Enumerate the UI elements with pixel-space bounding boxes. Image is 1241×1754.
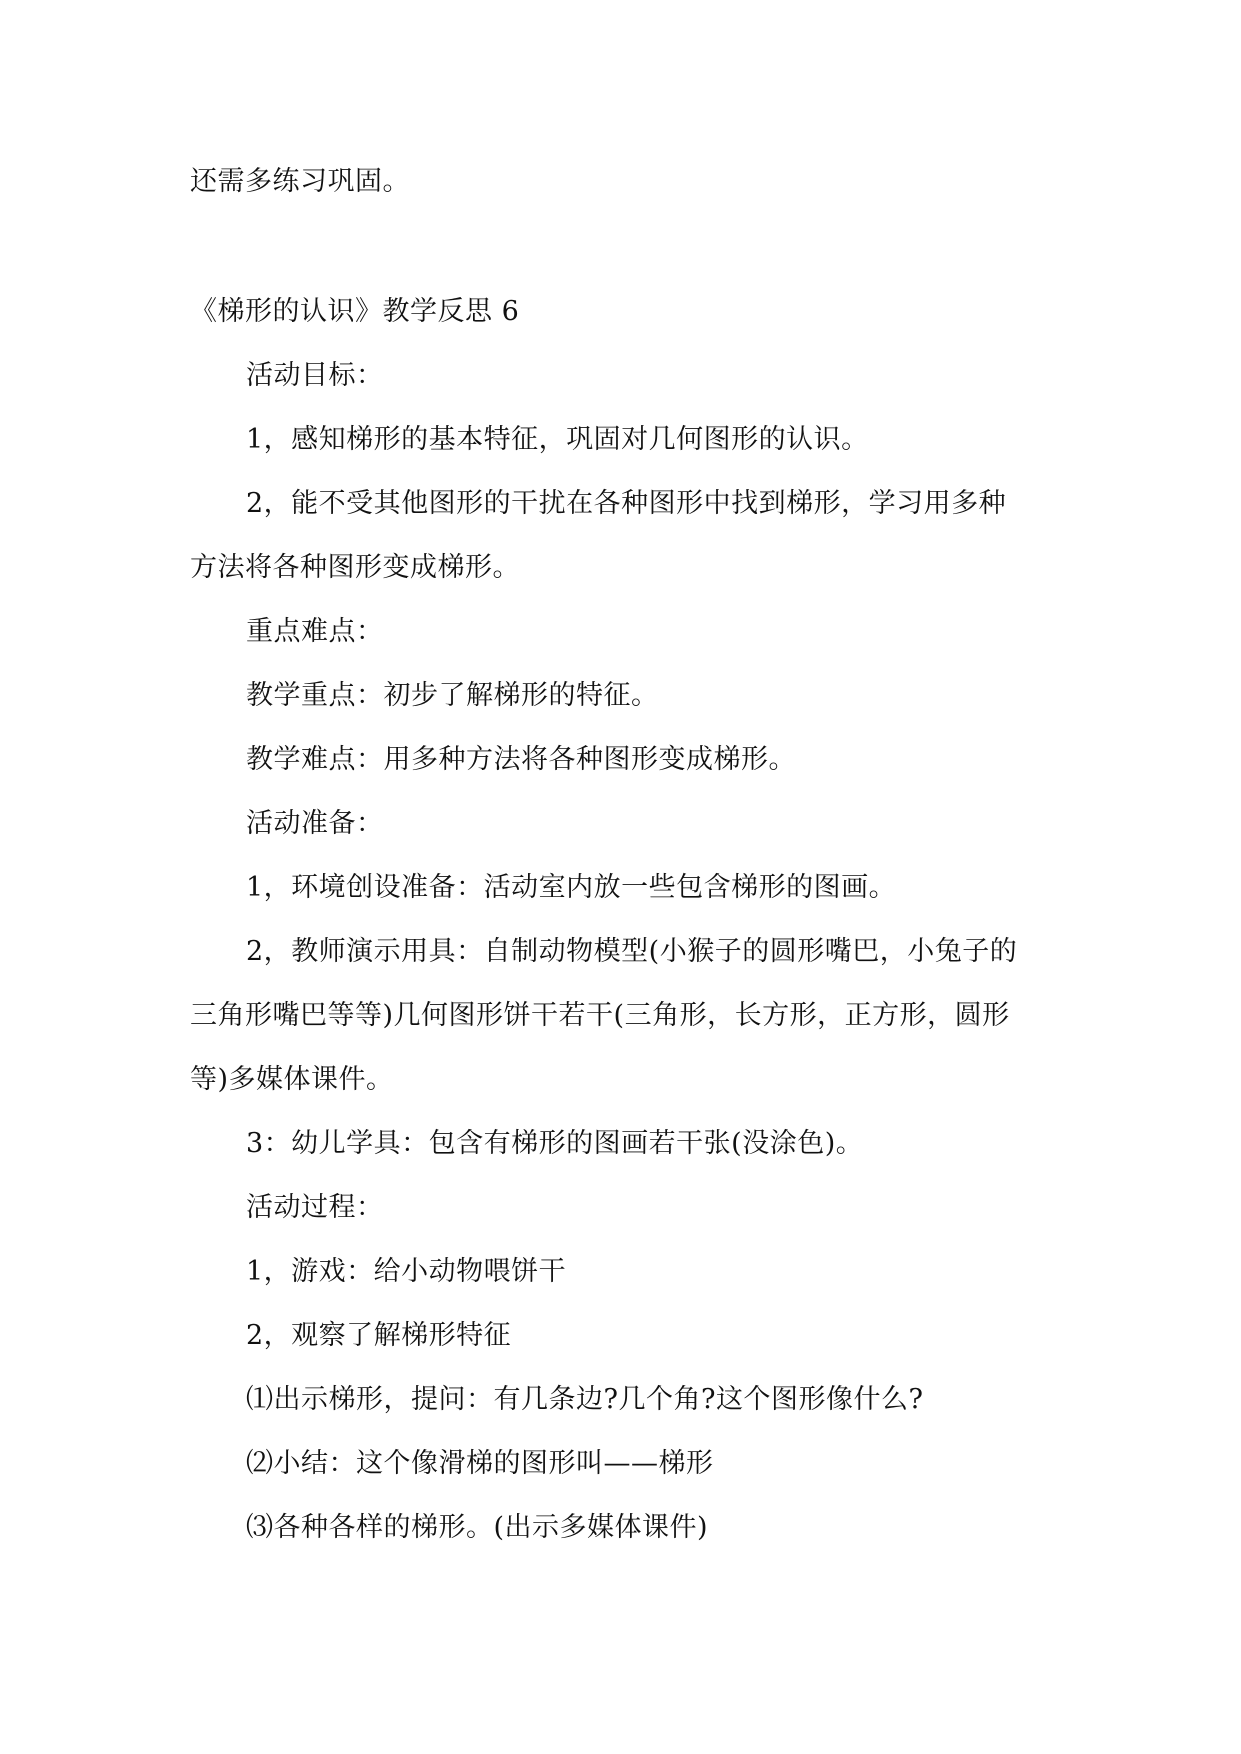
heading-preparation: 活动准备： (246, 808, 384, 839)
goal-item-1: 1，感知梯形的基本特征，巩固对几何图形的认识。 (246, 424, 869, 455)
paragraph-continuation: 还需多练习巩固。 (190, 166, 410, 197)
process-substep-2: ⑵小结：这个像滑梯的图形叫——梯形 (246, 1448, 714, 1479)
heading-activity-goals: 活动目标： (246, 360, 384, 391)
preparation-item-1: 1，环境创设准备：活动室内放一些包含梯形的图画。 (246, 872, 897, 903)
preparation-item-2: 2，教师演示用具：自制动物模型(小猴子的圆形嘴巴，小兔子的 (246, 936, 1018, 967)
process-substep-1: ⑴出示梯形，提问：有几条边?几个角?这个图形像什么? (246, 1384, 924, 1415)
process-step-2: 2，观察了解梯形特征 (246, 1320, 512, 1351)
goal-item-2: 2，能不受其他图形的干扰在各种图形中找到梯形，学习用多种 (246, 488, 1007, 519)
teaching-difficulty: 教学难点：用多种方法将各种图形变成梯形。 (246, 744, 796, 775)
process-step-1: 1，游戏：给小动物喂饼干 (246, 1256, 567, 1287)
preparation-item-2-continued: 三角形嘴巴等等)几何图形饼干若干(三角形，长方形，正方形，圆形 (190, 1000, 1010, 1031)
preparation-item-2-end: 等)多媒体课件。 (190, 1064, 394, 1095)
teaching-focus: 教学重点：初步了解梯形的特征。 (246, 680, 659, 711)
heading-key-points: 重点难点： (246, 616, 384, 647)
section-title: 《梯形的认识》教学反思 6 (190, 296, 520, 327)
process-substep-3: ⑶各种各样的梯形。(出示多媒体课件) (246, 1512, 709, 1543)
goal-item-2-continued: 方法将各种图形变成梯形。 (190, 552, 520, 583)
preparation-item-3: 3：幼儿学具：包含有梯形的图画若干张(没涂色)。 (246, 1128, 864, 1159)
heading-process: 活动过程： (246, 1192, 384, 1223)
